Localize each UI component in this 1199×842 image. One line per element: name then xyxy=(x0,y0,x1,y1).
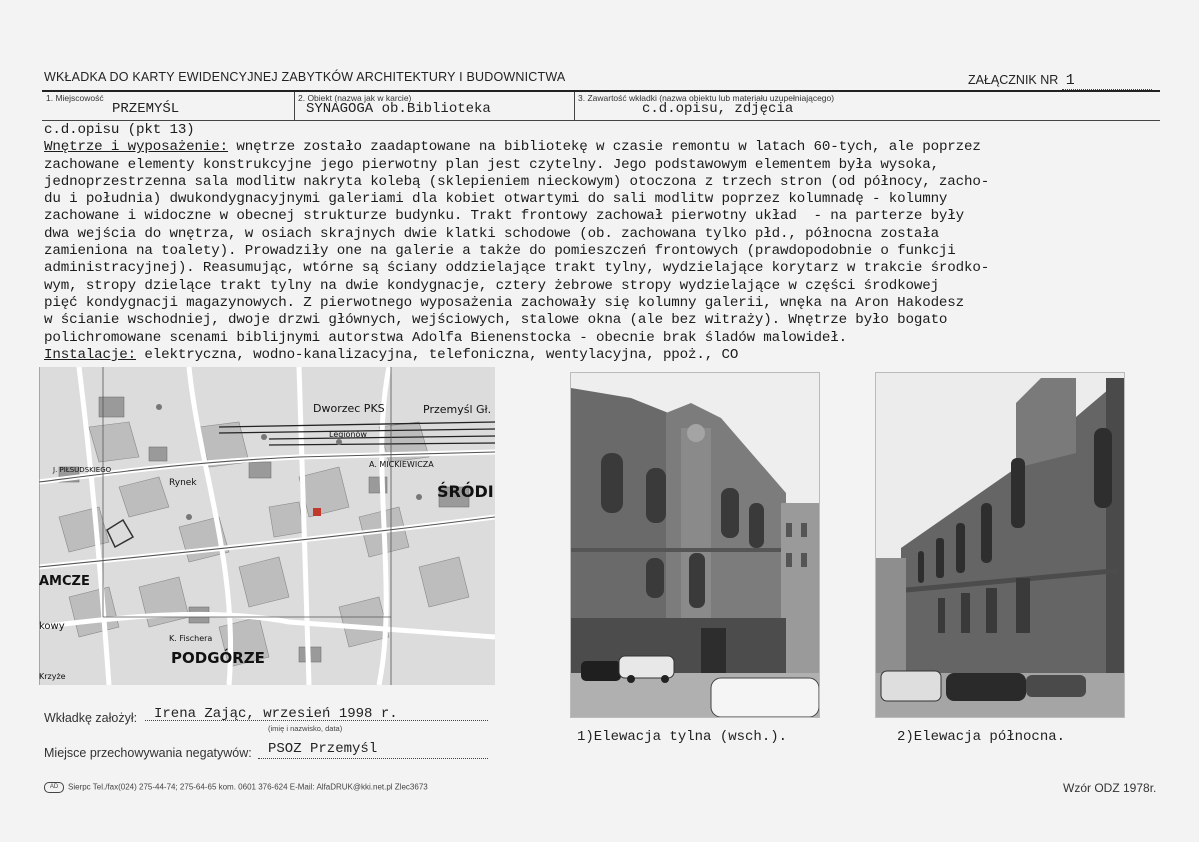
photo-north-graphic xyxy=(876,373,1124,717)
description-intro: c.d.opisu (pkt 13) xyxy=(44,122,195,138)
installations-heading: Instalacje: xyxy=(44,346,137,363)
photo-east-graphic xyxy=(571,373,819,717)
map-label-kowy: kowy xyxy=(39,621,65,632)
contents-label: 3. Zawartość wkładki (nazwa obiektu lub materiału uzupełniającego) xyxy=(578,93,835,103)
locality-field xyxy=(42,92,295,120)
locality-label: 1. Miejscowość xyxy=(46,93,104,103)
printer-text: Sierpc Tel./fax(024) 275-44-74; 275-64-65 kom. 0601 376-624 E-Mail: AlfaDRUK@kki.net.pl Zlec3673 xyxy=(68,782,428,792)
description-line: dwa wejścia do wnętrza, w osiach skrajnych dwie klatki schodowe (ob. zachowana tylko płd., północna została xyxy=(44,225,939,242)
map-label-pilsudskiego: J. PIŁSUDSKIEGO xyxy=(53,466,112,474)
negatives-dotted-line xyxy=(258,758,488,759)
map-graphic xyxy=(39,367,495,685)
locality-value: PRZEMYŚL xyxy=(112,101,180,117)
map-label-srodmiescie: ŚRÓDI xyxy=(437,482,494,501)
map-label-zamcze: AMCZE xyxy=(39,574,90,589)
city-map xyxy=(39,367,495,685)
form-model: Wzór ODZ 1978r. xyxy=(1063,781,1157,795)
description-line: jednoprzestrzenna sala modlitw nakryta kolebą (sklepieniem nieckowym) otoczona z trzech stron (od północy, zacho- xyxy=(44,173,990,190)
attachment-number-field xyxy=(1062,72,1152,90)
interior-heading: Wnętrze i wyposażenie: xyxy=(44,139,229,156)
object-value: SYNAGOGA ob.Biblioteka xyxy=(306,101,491,117)
description-line: wym, stropy dzielące trakt tylny na dwie kondygnacje, cztery żebrowe stropy wydzielające w części środkowej xyxy=(44,277,939,294)
photo-north-caption: 2)Elewacja północna. xyxy=(897,729,1066,745)
map-label-mickiewicza: A. MICKIEWICZA xyxy=(369,460,434,469)
installations-text: elektryczna, wodno-kanalizacyjna, telefoniczna, wentylacyjna, ppoż., CO xyxy=(136,346,739,363)
map-label-station-main: Przemyśl Gł. xyxy=(423,403,492,416)
card-title: WKŁADKA DO KARTY EWIDENCYJNEJ ZABYTKÓW ARCHITEKTURY I BUDOWNICTWA xyxy=(44,70,566,84)
description-line: du i południa) dwukondygnacyjnymi galeriami dla kobiet otwartymi do sali modlitw poprzez kolumnadę - kolumny xyxy=(44,191,948,208)
description-text xyxy=(44,122,1184,364)
attachment-number xyxy=(968,72,1152,90)
photo-north-elevation xyxy=(875,372,1125,718)
negatives-label: Miejsce przechowywania negatywów: xyxy=(44,746,252,760)
object-label: 2. Obiekt (nazwa jak w karcie) xyxy=(298,93,412,103)
map-label-legionow: Legionów xyxy=(329,430,367,439)
map-label-fischera: K. Fischera xyxy=(169,634,213,643)
description-line: w ścianie wschodniej, dwoje drzwi głównych, wejściowych, stalowe okna (ale bez witraży). Wnętrze było bogato xyxy=(44,312,948,329)
attachment-number-value: 1 xyxy=(1065,72,1075,89)
description-line: zachowane i widoczne w obecnej strukturze budynku. Trakt frontowy zachował pierwotny układ - na parterze były xyxy=(44,208,965,225)
description-line: zamieniona na toalety). Prowadziły one na galerie a także do pomieszczeń frontowych (prawdopodobnie o funkcji xyxy=(44,243,956,260)
attachment-label: ZAŁĄCZNIK NR xyxy=(968,73,1059,87)
header-fields xyxy=(42,90,1160,121)
interior-text: wnętrze zostało zaadaptowane na bibliotekę w czasie remontu w latach 60-tych, ale poprzez xyxy=(228,139,981,156)
negatives-value: PSOZ Przemyśl xyxy=(268,741,378,757)
contents-value: c.d.opisu, zdjęcia xyxy=(642,101,794,117)
photo-east-caption: 1)Elewacja tylna (wsch.). xyxy=(577,729,788,745)
installations-line xyxy=(44,347,1184,364)
printer-logo: AD xyxy=(44,782,64,793)
description-line: polichromowane scenami biblijnymi autorstwa Adolfa Bienenstocka - obecnie brak śladów malowideł. xyxy=(44,329,847,346)
map-label-podgorze: PODGÓRZE xyxy=(171,649,265,667)
description-line: pięć kondygnacji magazynowych. Z pierwotnego wyposażenia zachowały się kolumny galerii, wnęka na Aron Hakodesz xyxy=(44,294,965,311)
map-label-rynek: Rynek xyxy=(169,478,197,488)
interior-first-line xyxy=(44,139,1184,156)
founder-value: Irena Zając, wrzesień 1998 r. xyxy=(154,706,398,722)
map-label-station-pks: Dworzec PKS xyxy=(313,402,385,415)
founder-label: Wkładkę założył: xyxy=(44,711,138,725)
contents-field xyxy=(574,92,1160,120)
object-field xyxy=(294,92,575,120)
map-label-krzyze: Krzyże xyxy=(39,672,66,681)
photo-east-elevation xyxy=(570,372,820,718)
description-line: zachowane elementy konstrukcyjne jego pierwotny plan jest czytelny. Jego podstawowym elementem była wysoka, xyxy=(44,156,939,173)
founder-sublabel: (imię i nazwisko, data) xyxy=(268,724,343,733)
description-line: administracyjnej). Reasumując, wtórne są ściany oddzielające trakt tylny, wydzielające korytarz w trakcie środko- xyxy=(44,260,990,277)
printer-footer xyxy=(44,782,428,793)
